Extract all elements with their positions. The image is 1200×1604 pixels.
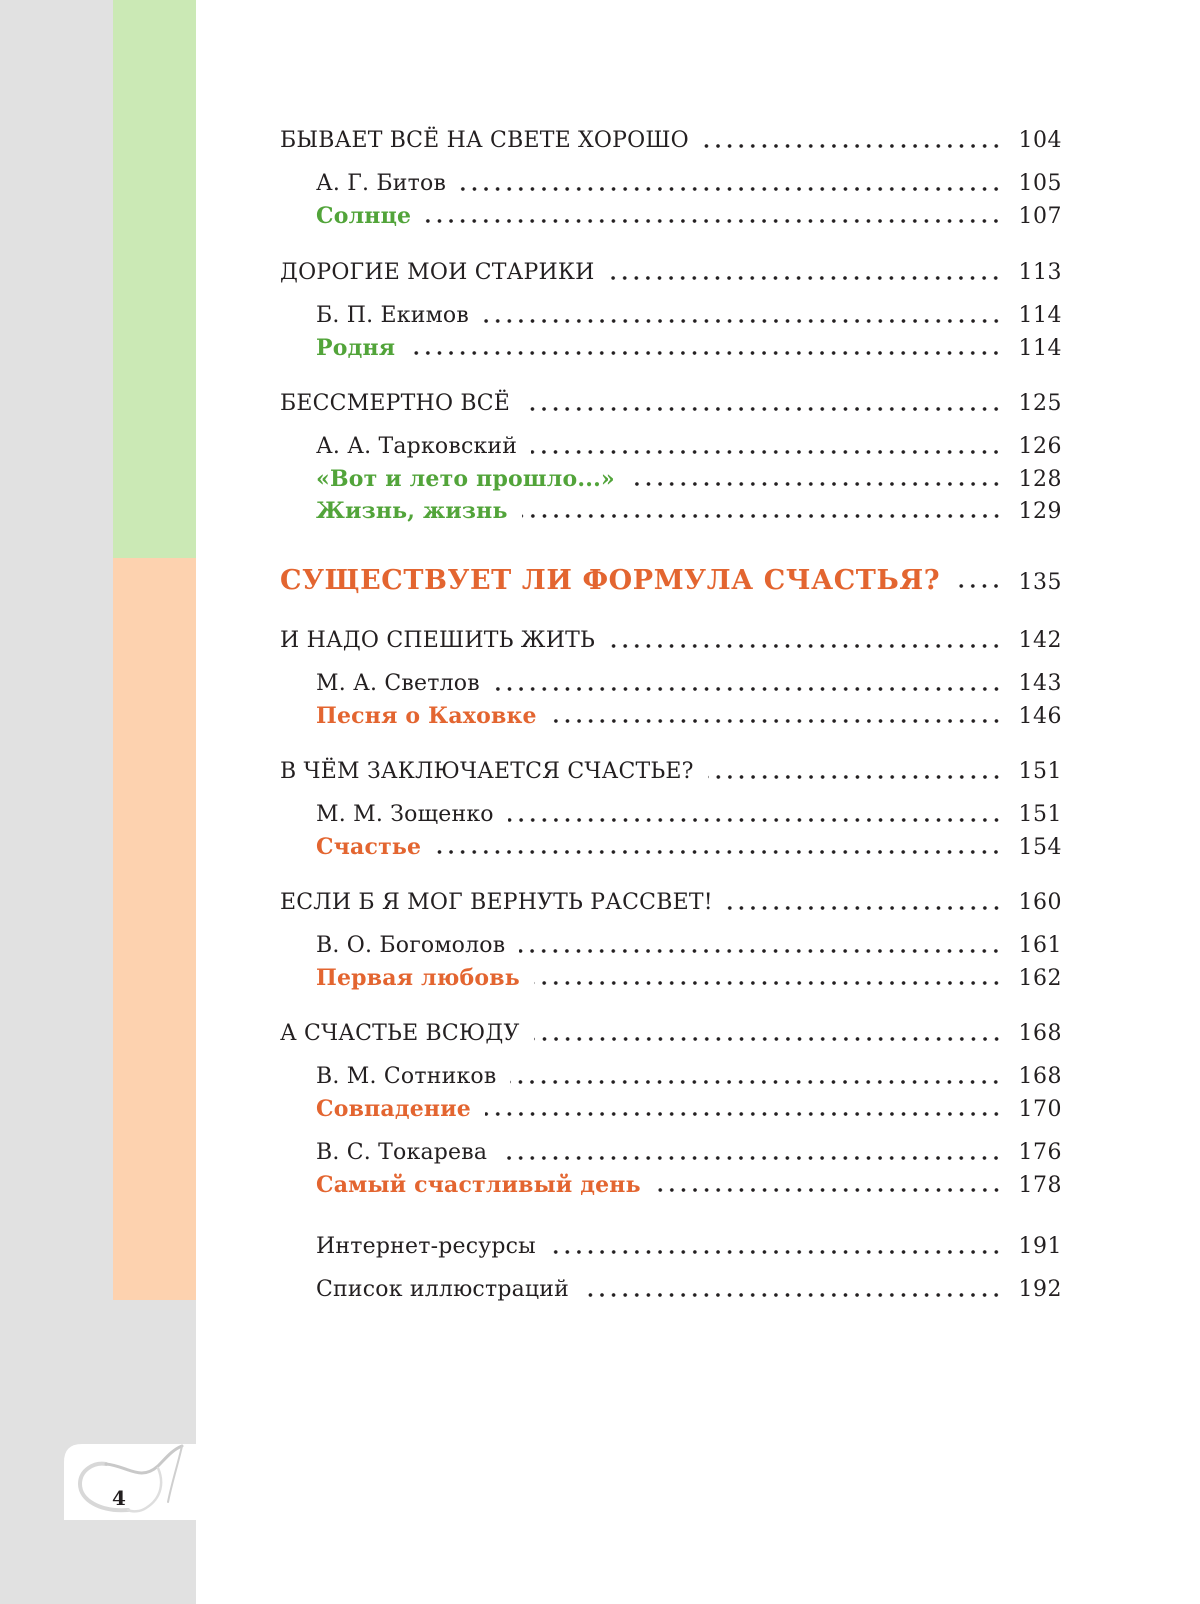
toc-appendix-row[interactable] <box>280 1230 1062 1264</box>
toc-page: 168 <box>1018 1064 1062 1089</box>
dot-leader <box>508 817 1002 823</box>
dot-leader <box>954 583 1002 589</box>
toc-label: ДОРОГИЕ МОИ СТАРИКИ <box>280 260 595 285</box>
dot-leader <box>727 905 1002 911</box>
toc-page: 114 <box>1018 303 1062 328</box>
toc-page: 161 <box>1018 933 1062 958</box>
toc-label: Первая любовь <box>316 965 520 991</box>
toc-author-row[interactable] <box>280 430 1062 464</box>
dot-leader <box>510 1079 1002 1085</box>
toc-section-row[interactable] <box>280 256 1062 290</box>
left-margin <box>0 0 113 1604</box>
toc-page: 104 <box>1018 128 1062 153</box>
toc-page: 114 <box>1018 336 1062 361</box>
dot-leader <box>524 406 1002 412</box>
toc-author-row[interactable] <box>280 798 1062 832</box>
toc-part-label: СУЩЕСТВУЕТ ЛИ ФОРМУЛА СЧАСТЬЯ? <box>280 565 941 596</box>
toc-label: Счастье <box>316 834 422 860</box>
dot-leader <box>531 449 1002 455</box>
toc-page: 143 <box>1018 671 1062 696</box>
toc-page: 107 <box>1018 204 1062 229</box>
dot-leader <box>494 686 1002 692</box>
dot-leader <box>608 275 1002 281</box>
dot-leader <box>501 1155 1002 1161</box>
toc-section-row[interactable] <box>280 1017 1062 1051</box>
toc-label: Песня о Каховке <box>316 703 537 729</box>
toc-page: 151 <box>1018 759 1062 784</box>
toc-label: Список иллюстраций <box>316 1277 570 1302</box>
dot-leader <box>655 1187 1002 1193</box>
dot-leader <box>435 849 1002 855</box>
page-number-ornament <box>62 1442 198 1522</box>
toc-page: 168 <box>1018 1021 1062 1046</box>
toc-section-row[interactable] <box>280 755 1062 789</box>
toc-label: А СЧАСТЬЕ ВСЮДУ <box>280 1021 520 1046</box>
toc-label: Солнце <box>316 203 412 229</box>
toc-page: 129 <box>1018 499 1062 524</box>
toc-work-row[interactable] <box>280 462 1062 496</box>
toc-label: А. Г. Битов <box>316 171 447 196</box>
toc-work-row[interactable] <box>280 199 1062 233</box>
dot-leader <box>460 186 1002 192</box>
toc-work-row[interactable] <box>280 331 1062 365</box>
toc-page: 170 <box>1018 1097 1062 1122</box>
toc-page: 192 <box>1018 1277 1062 1302</box>
toc-page: 191 <box>1018 1234 1062 1259</box>
toc-label: Самый счастливый день <box>316 1172 641 1198</box>
dot-leader <box>609 643 1002 649</box>
dot-leader <box>425 218 1002 224</box>
toc-page: 113 <box>1018 260 1062 285</box>
toc-author-row[interactable] <box>280 299 1062 333</box>
toc-section-row[interactable] <box>280 124 1062 158</box>
dot-leader <box>703 143 1002 149</box>
dot-leader <box>629 481 1002 487</box>
dot-leader <box>550 1249 1002 1255</box>
toc-section-row[interactable] <box>280 387 1062 421</box>
toc-page: 128 <box>1018 467 1062 492</box>
dot-leader <box>485 1111 1002 1117</box>
toc-author-row[interactable] <box>280 167 1062 201</box>
swirl-ornament-icon <box>62 1442 198 1522</box>
toc-work-row[interactable] <box>280 830 1062 864</box>
dot-leader <box>409 350 1002 356</box>
toc-page: 126 <box>1018 434 1062 459</box>
toc-label: И НАДО СПЕШИТЬ ЖИТЬ <box>280 628 596 653</box>
dot-leader <box>483 318 1002 324</box>
toc-page: 151 <box>1018 802 1062 827</box>
toc-label: Б. П. Екимов <box>316 303 469 328</box>
toc-label: В. О. Богомолов <box>316 933 506 958</box>
toc-page: 178 <box>1018 1173 1062 1198</box>
toc-author-row[interactable] <box>280 929 1062 963</box>
toc-author-row[interactable] <box>280 1136 1062 1170</box>
section-band-peach <box>113 558 196 1300</box>
toc-label: В ЧЁМ ЗАКЛЮЧАЕТСЯ СЧАСТЬЕ? <box>280 759 694 784</box>
toc-page: 105 <box>1018 171 1062 196</box>
toc-page: 125 <box>1018 391 1062 416</box>
toc-appendix-row[interactable] <box>280 1273 1062 1307</box>
page-number: 4 <box>112 1486 126 1510</box>
dot-leader <box>534 1036 1002 1042</box>
toc-label: Совпадение <box>316 1096 471 1122</box>
toc-label: А. А. Тарковский <box>316 434 518 459</box>
toc-work-row[interactable] <box>280 1168 1062 1202</box>
toc-label: Жизнь, жизнь <box>316 498 508 524</box>
toc-section-row[interactable] <box>280 624 1062 658</box>
dot-leader <box>551 718 1002 724</box>
table-of-contents <box>280 0 1062 1604</box>
toc-section-row[interactable] <box>280 886 1062 920</box>
toc-work-row[interactable] <box>280 494 1062 528</box>
dot-leader <box>583 1292 1002 1298</box>
toc-label: Родня <box>316 335 396 361</box>
dot-leader <box>522 513 1002 519</box>
toc-page: 160 <box>1018 890 1062 915</box>
dot-leader <box>708 774 1002 780</box>
toc-page: 176 <box>1018 1140 1062 1165</box>
dot-leader <box>519 948 1002 954</box>
toc-label: В. С. Токарева <box>316 1140 488 1165</box>
toc-label: БЫВАЕТ ВСЁ НА СВЕТЕ ХОРОШО <box>280 128 689 153</box>
toc-part-heading-row[interactable] <box>280 561 1062 601</box>
toc-page: 162 <box>1018 966 1062 991</box>
section-band-green <box>113 0 196 558</box>
toc-label: Интернет-ресурсы <box>316 1234 536 1259</box>
toc-label: М. М. Зощенко <box>316 802 494 827</box>
dot-leader <box>534 980 1002 986</box>
toc-label: БЕССМЕРТНО ВСЁ <box>280 391 511 416</box>
toc-work-row[interactable] <box>280 1092 1062 1126</box>
toc-label: ЕСЛИ Б Я МОГ ВЕРНУТЬ РАССВЕТ! <box>280 890 713 915</box>
toc-work-row[interactable] <box>280 961 1062 995</box>
toc-label: В. М. Сотников <box>316 1064 497 1089</box>
toc-author-row[interactable] <box>280 1060 1062 1094</box>
toc-work-row[interactable] <box>280 699 1062 733</box>
toc-page: 135 <box>1018 570 1062 595</box>
toc-author-row[interactable] <box>280 667 1062 701</box>
toc-label: «Вот и лето прошло...» <box>316 466 615 492</box>
toc-page: 142 <box>1018 628 1062 653</box>
toc-page: 146 <box>1018 704 1062 729</box>
toc-label: М. А. Светлов <box>316 671 480 696</box>
toc-page: 154 <box>1018 835 1062 860</box>
